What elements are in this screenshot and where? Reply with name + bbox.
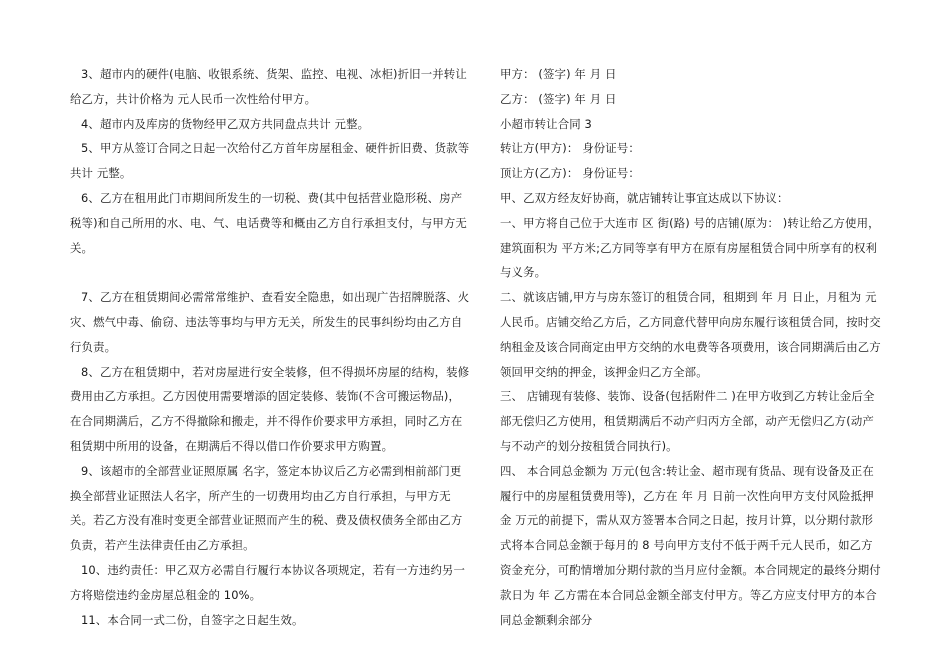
clause-6: 6、乙方在租用此门市期间所发生的一切税、费(其中包括营业隐形税、房产税等)和自己所用的水、电、气、电话费等和概由乙方自行承担支付，与甲方无关。 [70,190,467,255]
right-column [500,62,882,632]
party-a-signature-line: 甲方： (签字) 年 月 日 [500,67,617,81]
clause-7: 7、乙方在租赁期间必需常常维护、查看安全隐患，如出现广告招牌脱落、火灾、燃气中毒、偷窃、违法等事均与甲方无关，所发生的民事纠纷均由乙方自行负责。 [70,290,470,354]
contract-title: 小超市转让合同 3 [500,116,592,131]
article-4: 四、 本合同总金额为 万元(包含:转让金、超市现有货品、现有设备及正在履行中的房屋租赁费用等)，乙方在 年 月 日前一次性向甲方支付风险抵押金 万元的前提下，需从双方签署本合同之日起，按月计算，以分期付款形式将本合同总金额于每月的 8 号向甲方支付不低于两千元人民币，如乙方资金充分，可酌情增加分期付款的当月应付金额。本合同规定的最终分期付款日为 年 乙方需在本合同总金额全部支付甲方。等乙方应支付甲方的本合同总金额剩余部分 [500,463,881,627]
transferee-line: 顶让方(乙方)： 身份证号： [500,166,640,181]
paragraph-gap [70,260,470,285]
article-2: 二、就该店铺,甲方与房东签订的租赁合同，租期到 年 月 日止，月租为 元人民币。店铺交给乙方后，乙方同意代替甲向房东履行该租赁合同，按时交纳租金及该合同商定由甲方交纳的水电费等各项费用，该合同期满后由乙方领回甲交纳的押金，该押金归乙方全部。 [500,290,881,379]
clause-8: 8、乙方在租赁期中，若对房屋进行安全装修，但不得损坏房屋的结构，装修费用由乙方承担。乙方因使用需要增添的固定装修、装饰(不含可搬运物品)，在合同期满后，乙方不得撤除和搬走，并不得作价要求甲方承担，同时乙方在租赁期中所用的设备，在期满后不得以借口作价要求甲方购置。 [70,364,470,453]
clause-9: 9、该超市的全部营业证照原属 名字，签定本协议后乙方必需到相前部门更换全部营业证照法人名字，所产生的一切费用均由乙方自行承担，与甲方无关。若乙方没有准时变更全部营业证照而产生的税、费及债权债务全部由乙方负责，若产生法律责任由乙方承担。 [70,463,463,553]
left-column [70,62,470,632]
party-b-signature-line: 乙方： (签字) 年 月 日 [500,91,617,106]
article-3: 三、 店铺现有装修、装饰、设备(包括附件二 )在甲方收到乙方转让金后全部无偿归乙方使用，租赁期满后不动产归丙方全部，动产无偿归乙方(动产与不动产的划分按租赁合同执行)。 [500,389,875,453]
clause-10: 10、违约责任：甲乙双方必需自行履行本协议各项规定，若有一方违约另一方将赔偿违约金房屋总租金的 10%。 [70,562,466,602]
article-1: 一、甲方将自己位于大连市 区 街(路) 号的店铺(原为： )转让给乙方使用，建筑面积为 平方米;乙方同等享有甲方在原有房屋租赁合同中所享有的权利与义务。 [500,215,880,280]
preamble: 甲、乙双方经友好协商，就店铺转让事宜达成以下协议： [500,190,789,205]
clause-4: 4、超市内及库房的货物经甲乙双方共同盘点共计 元整。 [81,116,370,131]
clause-3: 3、超市内的硬件(电脑、收银系统、货架、监控、电视、冰柜)折旧一并转让给乙方，共计价格为 元人民币一次性给付甲方。 [70,67,467,106]
clause-5: 5、甲方从签订合同之日起一次给付乙方首年房屋租金、硬件折旧费、货款等共计 元整。 [70,141,470,181]
transferor-line: 转让方(甲方)： 身份证号： [500,141,640,156]
clause-11: 11、本合同一式二份，自签字之日起生效。 [81,612,304,627]
